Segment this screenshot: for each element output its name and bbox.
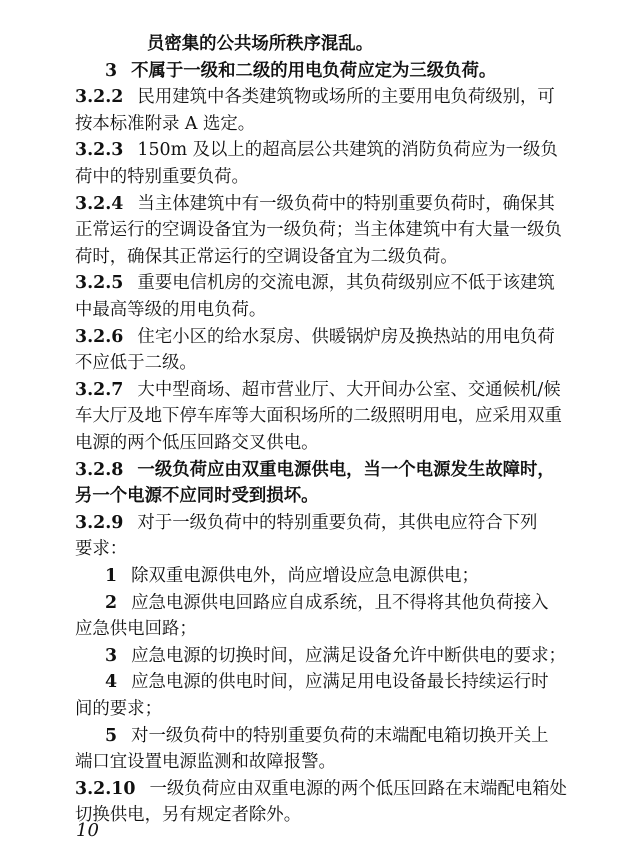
- page-number: 10: [76, 820, 99, 841]
- text-line: 间的要求；: [75, 699, 162, 719]
- list-item: 5 对一级负荷中的特别重要负荷的末端配电箱切换开关上: [105, 725, 549, 746]
- list-item: 1 除双重电源供电外，尚应增设应急电源供电；: [105, 566, 479, 586]
- text-line: 正常运行的空调设备宜为一级负荷；当主体建筑中有大量一级负: [75, 220, 562, 241]
- text-line: 不应低于二级。: [75, 353, 197, 374]
- clause-line: 3.2.3 150m 及以上的超高层公共建筑的消防负荷应为一级负: [75, 140, 558, 161]
- list-item: 2 应急电源供电回路应自成系统，且不得将其他负荷接入: [105, 592, 549, 613]
- list-item: 3 应急电源的切换时间，应满足设备允许中断供电的要求；: [105, 645, 566, 666]
- list-item: 4 应急电源的供电时间，应满足用电设备最长持续运行时: [105, 672, 549, 693]
- text-line: 另一个电源不应同时受到损坏。: [75, 486, 319, 507]
- list-item: 3 不属于一级和二级的用电负荷应定为三级负荷。: [105, 60, 497, 81]
- text-line: 应急供电回路；: [75, 619, 197, 640]
- text-line: 按本标准附录 A 选定。: [75, 113, 256, 134]
- clause-line: 3.2.8 一级负荷应由双重电源供电，当一个电源发生故障时，: [75, 459, 555, 480]
- clause-line: 3.2.7 大中型商场、超市营业厅、大开间办公室、交通候机/候: [75, 379, 561, 400]
- clause-line: 3.2.10 一级负荷应由双重电源的两个低压回路在末端配电箱处: [75, 778, 567, 799]
- text-line: 员密集的公共场所秩序混乱。: [147, 34, 374, 54]
- text-line: 切换供电，另有规定者除外。: [75, 805, 302, 826]
- clause-line: 3.2.5 重要电信机房的交流电源，其负荷级别应不低于该建筑: [75, 273, 555, 294]
- clause-line: 3.2.6 住宅小区的给水泵房、供暖锅炉房及换热站的用电负荷: [75, 326, 555, 347]
- text-line: 电源的两个低压回路交叉供电。: [75, 433, 319, 453]
- clause-line: 3.2.9 对于一级负荷中的特别重要负荷，其供电应符合下列: [75, 512, 538, 533]
- clause-line: 3.2.4 当主体建筑中有一级负荷中的特别重要负荷时，确保其: [75, 193, 555, 214]
- text-line: 车大厅及地下停车库等大面积场所的二级照明用电，应采用双重: [75, 406, 562, 427]
- text-line: 中最高等级的用电负荷。: [75, 300, 267, 320]
- clause-line: 3.2.2 民用建筑中各类建筑物或场所的主要用电负荷级别，可: [75, 87, 555, 108]
- text-line: 荷中的特别重要负荷。: [75, 167, 249, 187]
- text-line: 荷时，确保其正常运行的空调设备宜为二级负荷。: [75, 246, 458, 267]
- text-line: 要求：: [75, 539, 128, 560]
- text-line: 端口宜设置电源监测和故障报警。: [75, 752, 336, 773]
